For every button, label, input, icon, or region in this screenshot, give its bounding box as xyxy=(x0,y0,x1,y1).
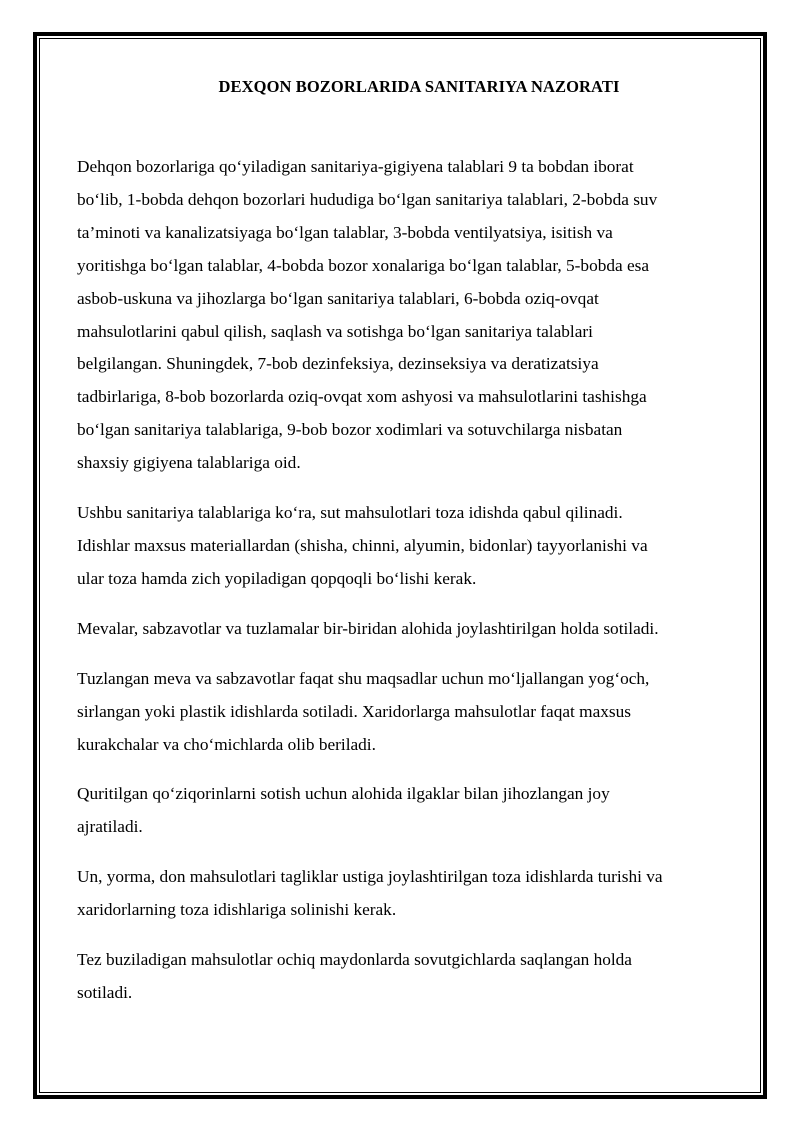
paragraph-dairy-requirements: Ushbu sanitariya talablariga ko‘ra, sut mahsulotlari toza idishda qabul qilinadi. Idishlar maxsus materiallardan (shisha, chinni, alyumin, bidonlar) tayyorlanishi va ular toza hamda zich yopiladigan qopqoqli bo‘lishi kerak. xyxy=(77,503,648,588)
paragraph-fruits-vegetables: Mevalar, sabzavotlar va tuzlamalar bir-biridan alohida joylashtirilgan holda sotiladi. xyxy=(77,618,659,638)
document-title: DEXQON BOZORLARIDA SANITARIYA NAZORATI xyxy=(218,77,620,96)
paragraph-perishable-products: Tez buziladigan mahsulotlar ochiq maydonlarda sovutgichlarda saqlangan holda sotiladi. xyxy=(77,950,632,1002)
paragraph-chapters-overview: Dehqon bozorlariga qo‘yiladigan sanitariya-gigiyena talablari 9 ta bobdan iborat bo‘lib, 1-bobda dehqon bozorlari hududiga bo‘lgan sanitariya talablari, 2-bobda suv ta’minoti va kanalizatsiyaga bo‘lgan talablar, 3-bobda ventilyatsiya, isitish va yoritishga bo‘lgan talablar, 4-bobda bozor xonalariga bo‘lgan talablar, 5-bobda esa asbob-uskuna va jihozlarga bo‘lgan sanitariya talablari, 6-bobda oziq-ovqat mahsulotlarini qabul qilish, saqlash va sotishga bo‘lgan sanitariya talablari belgilangan. Shuningdek, 7-bob dezinfeksiya, dezinseksiya va deratizatsiya tadbirlariga, 8-bob bozorlarda oziq-ovqat xom ashyosi va mahsulotlarini tashishga bo‘lgan sanitariya talablariga, 9-bob bozor xodimlari va sotuvchilarga nisbatan shaxsiy gigiyena talablariga oid. xyxy=(77,157,658,473)
paragraph-grain-products: Un, yorma, don mahsulotlari tagliklar ustiga joylashtirilgan toza idishlarda turishi va xaridorlarning toza idishlariga solinishi kerak. xyxy=(77,867,663,920)
paragraph-pickled-products: Tuzlangan meva va sabzavotlar faqat shu maqsadlar uchun mo‘ljallangan yog‘och, sirlangan yoki plastik idishlarda sotiladi. Xaridorlarga mahsulotlar faqat maxsus kurakchalar va cho‘michlarda olib beriladi. xyxy=(77,668,650,754)
paragraph-dried-mushrooms: Quritilgan qo‘ziqorinlarni sotish uchun alohida ilgaklar bilan jihozlangan joy ajratiladi. xyxy=(77,784,610,837)
document-body xyxy=(77,151,727,1027)
